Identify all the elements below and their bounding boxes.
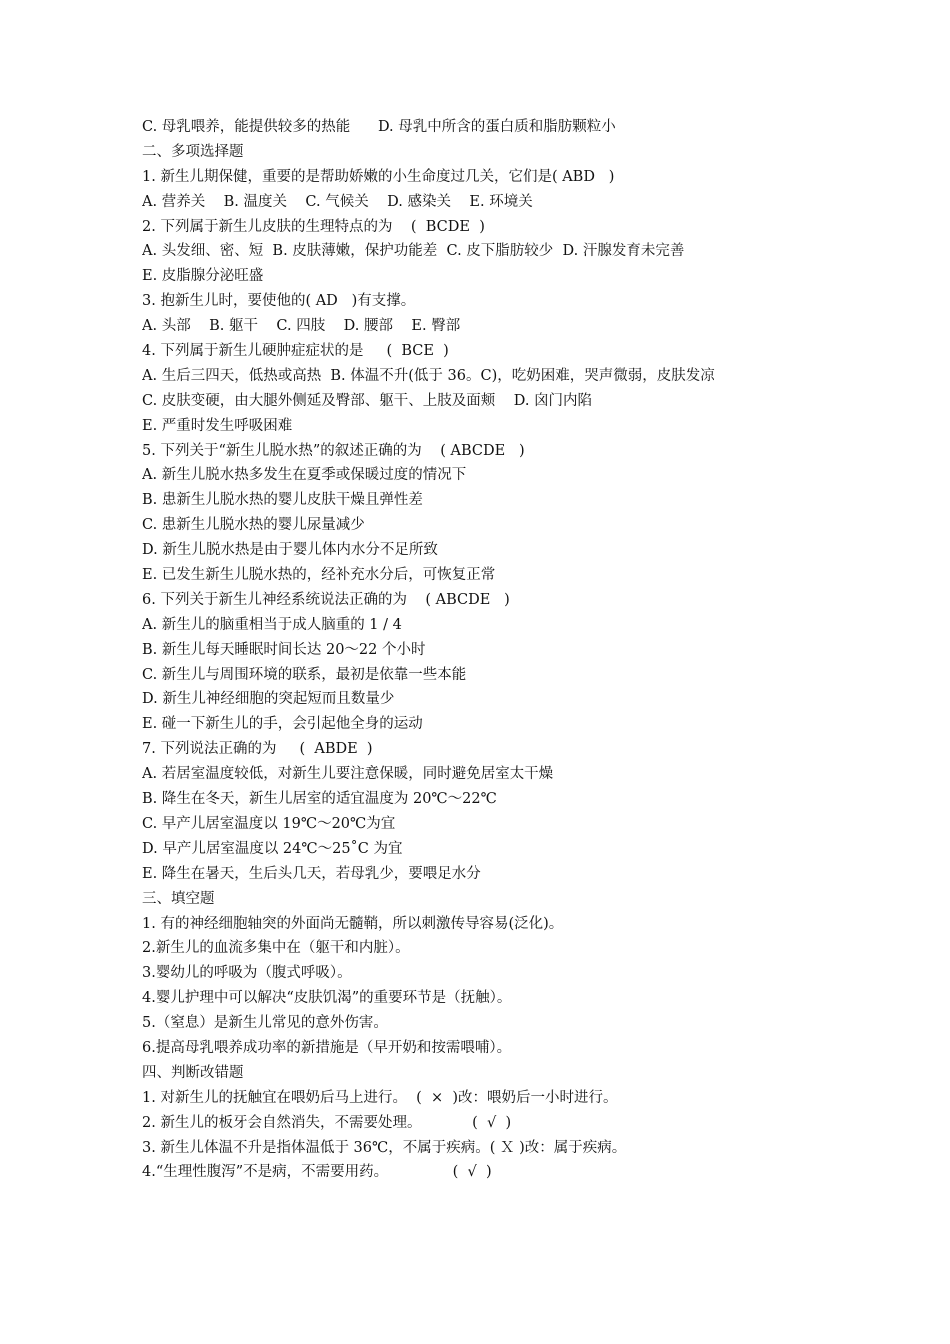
option-line: B. 患新生儿脱水热的婴儿皮肤干燥且弹性差	[142, 492, 423, 509]
question-line: 1. 对新生儿的抚触宜在喂奶后马上进行。 ( × )改：喂奶后一小时进行。	[142, 1089, 618, 1106]
option-line: A. 生后三四天，低热或高热 B. 体温不升(低于 36。C)，吃奶困难，哭声微弱，皮肤发凉	[142, 367, 715, 384]
option-line: A. 头部 B. 躯干 C. 四肢 D. 腰部 E. 臀部	[142, 318, 461, 335]
option-line: B. 降生在冬天，新生儿居室的适宜温度为 20℃～22℃	[142, 791, 497, 808]
question-line: 2. 下列属于新生儿皮肤的生理特点的为 ( BCDE )	[142, 218, 485, 235]
option-line: C. 皮肤变硬，由大腿外侧延及臀部、躯干、上肢及面颊 D. 囟门内陷	[142, 392, 593, 409]
question-line: 7. 下列说法正确的为 ( ABDE )	[142, 741, 373, 758]
option-line: D. 新生儿脱水热是由于婴儿体内水分不足所致	[142, 542, 438, 559]
question-line: 6. 下列关于新生儿神经系统说法正确的为 ( ABCDE )	[142, 591, 510, 608]
question-line: 5. 下列关于“新生儿脱水热”的叙述正确的为 ( ABCDE )	[142, 442, 525, 459]
question-line: 3.婴幼儿的呼吸为（腹式呼吸）。	[142, 965, 352, 982]
option-line: E. 已发生新生儿脱水热的，经补充水分后，可恢复正常	[142, 567, 496, 584]
question-line: 6.提高母乳喂养成功率的新措施是（早开奶和按需喂哺）。	[142, 1039, 512, 1056]
document-body	[142, 115, 832, 1185]
option-line: C. 患新生儿脱水热的婴儿尿量减少	[142, 517, 365, 534]
question-line: 2. 新生儿的板牙会自然消失，不需要处理。 ( √ )	[142, 1114, 512, 1131]
question-line: 3. 新生儿体温不升是指体温低于 36℃，不属于疾病。( Ｘ )改：属于疾病。	[142, 1139, 627, 1156]
option-line: C. 新生儿与周围环境的联系，最初是依靠一些本能	[142, 666, 467, 683]
section-heading: 四、判断改错题	[142, 1064, 244, 1081]
question-line: 3. 抱新生儿时，要使他的( AD )有支撑。	[142, 293, 416, 310]
question-line: 4.婴儿护理中可以解决“皮肤饥渴”的重要环节是（抚触）。	[142, 990, 512, 1007]
option-line: E. 降生在暑天，生后头几天，若母乳少，要喂足水分	[142, 865, 481, 882]
option-line: E. 皮脂腺分泌旺盛	[142, 268, 264, 285]
option-line: E. 碰一下新生儿的手，会引起他全身的运动	[142, 716, 423, 733]
option-line: D. 早产儿居室温度以 24℃～25˚C 为宜	[142, 840, 403, 857]
option-line: A. 若居室温度较低，对新生儿要注意保暖，同时避免居室太干燥	[142, 766, 554, 783]
option-line: A. 新生儿脱水热多发生在夏季或保暖过度的情况下	[142, 467, 467, 484]
question-line: 4. 下列属于新生儿硬肿症症状的是 ( BCE )	[142, 343, 449, 360]
question-line: 4.“生理性腹泻”不是病，不需要用药。 ( √ )	[142, 1164, 492, 1181]
option-line: A. 新生儿的脑重相当于成人脑重的 1 / 4	[142, 616, 402, 633]
option-line: A. 营养关 B. 温度关 C. 气候关 D. 感染关 E. 环境关	[142, 193, 533, 210]
option-line: C. 早产儿居室温度以 19℃～20℃为宜	[142, 815, 396, 832]
option-line: B. 新生儿每天睡眠时间长达 20～22 个小时	[142, 641, 426, 658]
option-line: E. 严重时发生呼吸困难	[142, 417, 293, 434]
question-line: 2.新生儿的血流多集中在（躯干和内脏）。	[142, 940, 410, 957]
section-heading: 三、填空题	[142, 890, 215, 907]
option-line: A. 头发细、密、短 B. 皮肤薄嫩，保护功能差 C. 皮下脂肪较少 D. 汗腺发育未完善	[142, 243, 685, 260]
question-line: 1. 有的神经细胞轴突的外面尚无髓鞘，所以刺激传导容易(泛化)。	[142, 915, 564, 932]
option-line: C. 母乳喂养，能提供较多的热能 D. 母乳中所含的蛋白质和脂肪颗粒小	[142, 119, 616, 135]
question-line: 1. 新生儿期保健，重要的是帮助娇嫩的小生命度过几关，它们是( ABD )	[142, 168, 615, 185]
option-line: D. 新生儿神经细胞的突起短而且数量少	[142, 691, 395, 708]
section-heading: 二、多项选择题	[142, 143, 244, 160]
question-line: 5.（窒息）是新生儿常见的意外伤害。	[142, 1015, 388, 1032]
